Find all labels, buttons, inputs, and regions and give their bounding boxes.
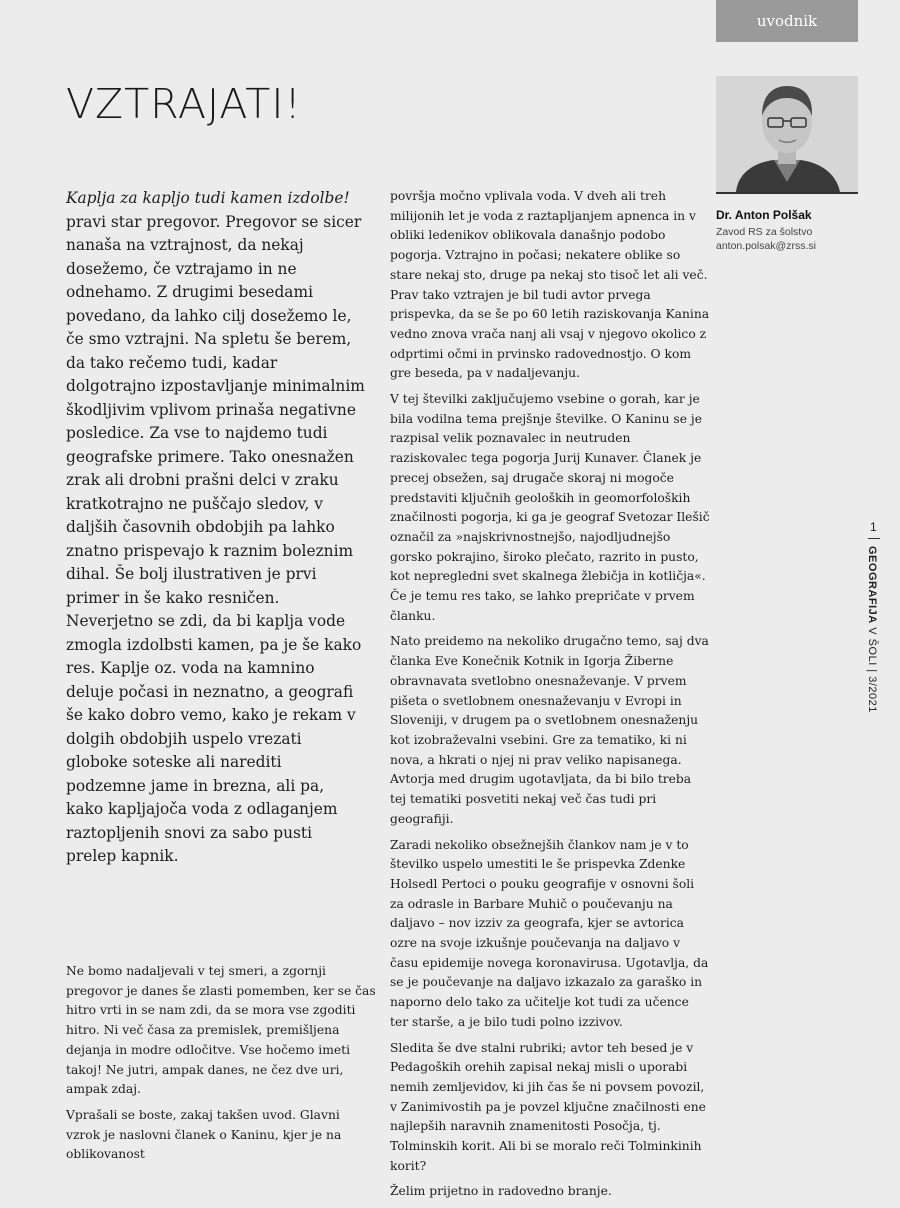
photo-divider [716, 192, 858, 194]
intro-text: pravi star pregovor. Pregovor se sicer nanaša na vztrajnost, da nekaj dosežemo, če vztrajamo in ne odnehamo. Z drugimi besedami povedano, da lahko cilj dosežemo le, če smo vztrajni. Na spletu še berem, da tako rečemo tudi, kadar dolgotrajno izpostavljanje minimalnim škodljivim vplivom prinaša negativne posledice. Za vse to najdemo tudi geografske primere. Tako onesnažen zrak ali drobni prašni delci v zraku kratkotrajno ne puščajo sledov, v daljših časovnih obdobjih pa lahko znatno prispevajo k raznim boleznim dihal. Še bolj ilustrativen je prvi primer in še kako resničen. Neverjetno se zdi, da bi kaplja vode zmogla izdolbsti kamen, pa je še kako res. Kaplje oz. voda na kamnino deluje počasi in neznatno, a geografi še kako dobro vemo, kako je rekam v dolgih obdobjih uspelo vrezati globoke soteske ali narediti podzemne jame in brezna, ali pa, kako kapljajoča voda z odlaganjem raztopljenih snovi za sabo pusti prelep kapnik. [66, 212, 365, 865]
journal-running-head [866, 546, 878, 713]
author-block [716, 208, 876, 253]
author-name: Dr. Anton Polšak [716, 208, 812, 222]
body-paragraph: Ne bomo nadaljevali v tej smeri, a zgornji pregovor je danes še zlasti pomemben, ker se čas hitro vrti in se nam zdi, da se mora vse zgoditi hitro. Ni več časa za premislek, premišljena dejanja in modre odločitve. Vse hočemo imeti takoj! Ne jutri, ampak danes, ne čez dve uri, ampak zdaj. [66, 964, 376, 1097]
body-paragraph: V tej številki zaključujemo vsebine o gorah, kar je bila vodilna tema prejšnje številke. O Kaninu se je razpisal velik poznavalec in neutruden raziskovalec tega pogorja Jurij Kunaver. Članek je precej obsežen, saj drugače skoraj ni mogoče predstaviti ključnih geoloških in geomorfoloških značilnosti pogorja, ki ga je geograf Svetozar Ilešič označil za »najskrivnostnejšo, najodljudnejšo gorsko pokrajino, široko plečato, razrito in pusto, kot nepregledni svet skalnega žlebičja in kotličja«. Če je temu res tako, se lahko prepričate v prvem članku. [390, 392, 710, 623]
right-column-body [390, 187, 710, 1208]
body-paragraph: Zaradi nekoliko obsežnejših člankov nam je v to številko uspelo umestiti le še prispevka Zdenke Holsedl Pertoci o pouku geografije v osnovni šoli za odrasle in Barbare Muhič o poučevanju na daljavo – nov izziv za geografa, kjer se avtorica ozre na svoje izkušnje poučevanja na daljavo v času epidemije novega koronavirusa. Ugotavlja, da se je poučevanje na daljavo izkazalo za garaško in naporno delo tako za učitelje kot tudi za učence ter starše, a je bilo tudi polno izzivov. [390, 837, 709, 1029]
body-paragraph: Želim prijetno in radovedno branje. [390, 1184, 612, 1199]
body-paragraph: Sledita še dve stalni rubriki; avtor teh besed je v Pedagoških orehih zapisal nekaj misli o uporabi nemih zemljevidov, ki jih čas še ni povsem povozil, v Zanimivostih pa je povzel ključne značilnosti ene najlepših naravnih znamenitosti Posočja, tj. Tolminskih korit. Ali bi se moralo reči Tolminkinih korit? [390, 1040, 706, 1173]
intro-quote: Kaplja za kapljo tudi kamen izdolbe! [66, 189, 350, 207]
author-email: anton.polsak@zrss.si [716, 240, 816, 252]
journal-name: GEOGRAFIJA [866, 546, 878, 624]
author-portrait-image [716, 76, 858, 192]
section-tab: uvodnik [716, 0, 858, 42]
intro-paragraph [66, 187, 366, 869]
page-number: 1 [870, 520, 877, 534]
body-paragraph: Vprašali se boste, zakaj takšen uvod. Glavni vzrok je naslovni članek o Kaninu, kjer je na oblikovanost [66, 1107, 342, 1162]
author-institution: Zavod RS za šolstvo [716, 226, 813, 238]
journal-issue: V ŠOLI | 3/2021 [866, 623, 878, 713]
author-photo [716, 76, 858, 192]
left-column-body [66, 962, 376, 1171]
body-paragraph: Nato preidemo na nekoliko drugačno temo, saj dva članka Eve Konečnik Kotnik in Igorja Žiberne obravnavata svetlobno onesnaževanje. V prvem pišeta o svetlobnem onesnaževanju v Evropi in Sloveniji, v drugem pa o svetlobnem onesnaženju kot izobraževalni vsebini. Gre za tematiko, ki ni nova, a hkrati o njej ni prav veliko napisanega. Avtorja med drugim ugotavljata, da bi bilo treba tej tematiki posvetiti nekaj več čas tudi pri geografiji. [390, 634, 709, 826]
body-paragraph: površja močno vplivala voda. V dveh ali treh milijonih let je voda z raztapljanjem apnenca in v obliki ledenikov oblikovala današnjo podobo pogorja. Vztrajno in počasi; nekatere oblike so stare nekaj sto, druge pa nekaj sto tisoč let ali več. Prav tako vztrajen je bil tudi avtor prvega prispevka, da se še po 60 letih raziskovanja Kanina vedno znova vrača nanj ali vsaj v njegovo okolico z odprtimi očmi in prvinsko radovednostjo. O kom gre beseda, pa v nadaljevanju. [390, 189, 710, 381]
side-divider [868, 538, 880, 539]
page-title: VZTRAJATI! [66, 80, 302, 128]
